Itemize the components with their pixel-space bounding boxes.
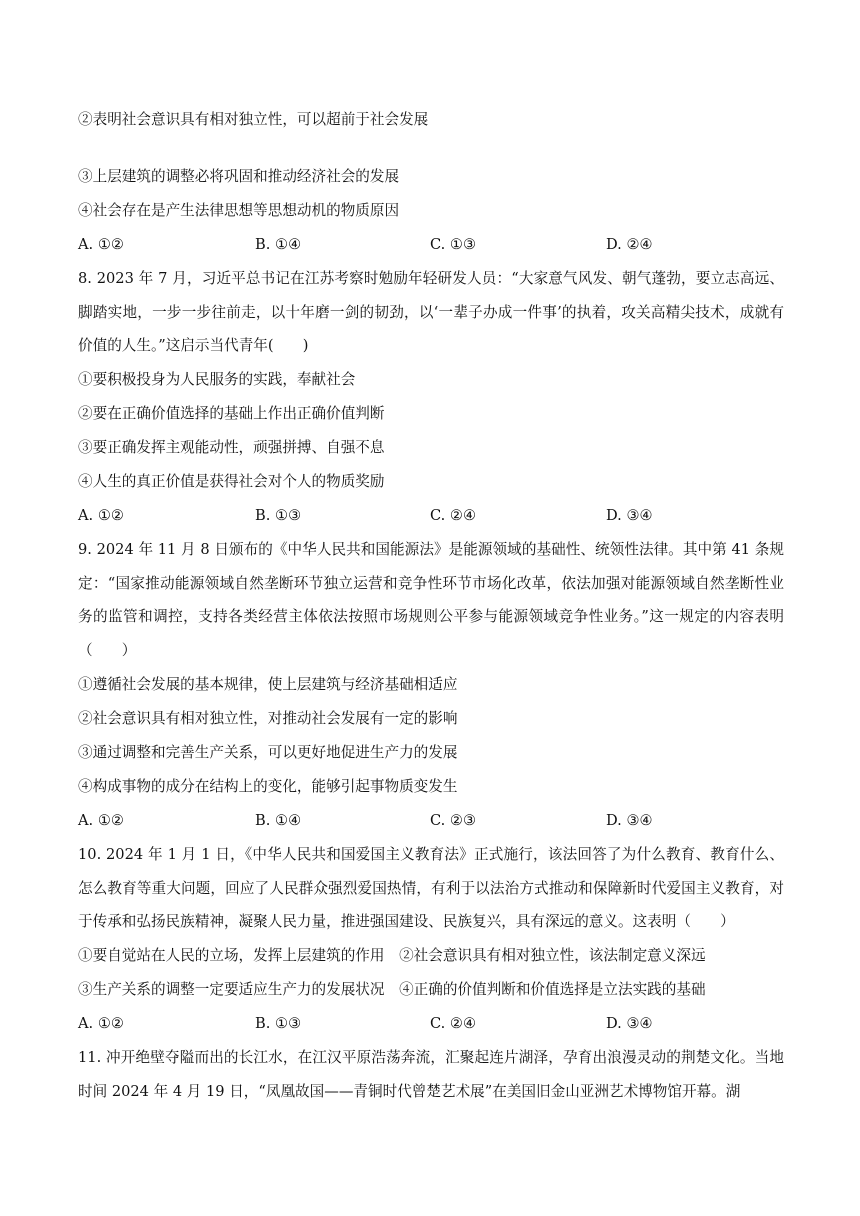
- q7-item-3: ③上层建筑的调整必将巩固和推动经济社会的发展: [78, 168, 400, 185]
- q8-item-1: ①要积极投身为人民服务的实践，奉献社会: [78, 371, 356, 388]
- q10-option-d: D. ③④: [606, 1015, 653, 1032]
- q7-item-2: ②表明社会意识具有相对独立性，可以超前于社会发展: [78, 111, 429, 128]
- q9-options: [78, 811, 798, 831]
- q9-item-2: ②社会意识具有相对独立性，对推动社会发展有一定的影响: [78, 710, 458, 727]
- q7-item-4: ④社会存在是产生法律思想等思想动机的物质原因: [78, 202, 400, 219]
- q7-option-a: A. ①②: [78, 236, 124, 253]
- q10-items-row-1: ①要自觉站在人民的立场，发挥上层建筑的作用 ②社会意识具有相对独立性，该法制定意义深远: [78, 947, 706, 964]
- q8-option-b: B. ①③: [255, 507, 302, 524]
- q9-stem: 9. 2024 年 11 月 8 日颁布的《中华人民共和国能源法》是能源领域的基础性、统领性法律。其中第 41 条规定：“国家推动能源领域自然垄断环节独立运营和竞争性环节市场化改革，依法加强对能源领域自然垄断性业务的监管和调控，支持各类经营主体依法按照市场规则公平参与能源领域竞争性业务。”这一规定的内容表明（ ）: [78, 541, 784, 659]
- q10-items-row-2: ③生产关系的调整一定要适应生产力的发展状况 ④正确的价值判断和价值选择是立法实践的基础: [78, 981, 706, 998]
- q9-option-d: D. ③④: [606, 812, 653, 829]
- q8-options: [78, 506, 798, 526]
- q7-option-c: C. ①③: [430, 236, 477, 253]
- q7-option-d: D. ②④: [606, 236, 653, 253]
- q10-option-b: B. ①③: [255, 1015, 302, 1032]
- q9-option-a: A. ①②: [78, 812, 124, 829]
- q10-option-c: C. ②④: [430, 1015, 477, 1032]
- q7-options: [78, 235, 798, 255]
- q7-option-b: B. ①④: [255, 236, 302, 253]
- q9-option-c: C. ②③: [430, 812, 477, 829]
- q11-stem: 11. 冲开绝壁夺隘而出的长江水，在江汉平原浩荡奔流，汇聚起连片湖泽，孕育出浪漫灵动的荆楚文化。当地时间 2024 年 4 月 19 日，“凤凰故国——青铜时代曾楚艺术展”在美国旧金山亚洲艺术博物馆开幕。湖: [78, 1049, 784, 1100]
- q10-option-a: A. ①②: [78, 1015, 124, 1032]
- q8-item-3: ③要正确发挥主观能动性，顽强拼搏、自强不息: [78, 439, 385, 456]
- q8-option-a: A. ①②: [78, 507, 124, 524]
- q8-item-4: ④人生的真正价值是获得社会对个人的物质奖励: [78, 473, 385, 490]
- q8-item-2: ②要在正确价值选择的基础上作出正确价值判断: [78, 405, 385, 422]
- q8-stem: 8. 2023 年 7 月，习近平总书记在江苏考察时勉励年轻研发人员：“大家意气风发、朝气蓬勃，要立志高远、脚踏实地，一步一步往前走，以十年磨一剑的韧劲，以‘一辈子办成一件事’的执着，攻关高精尖技术，成就有价值的人生。”这启示当代青年( ): [78, 270, 784, 354]
- q10-options: [78, 1014, 798, 1034]
- q8-option-c: C. ②④: [430, 507, 477, 524]
- q8-option-d: D. ③④: [606, 507, 653, 524]
- q9-option-b: B. ①④: [255, 812, 302, 829]
- q9-item-3: ③通过调整和完善生产关系，可以更好地促进生产力的发展: [78, 744, 458, 761]
- q9-item-1: ①遵循社会发展的基本规律，使上层建筑与经济基础相适应: [78, 676, 458, 693]
- q10-stem: 10. 2024 年 1 月 1 日，《中华人民共和国爱国主义教育法》正式施行，该法回答了为什么教育、教育什么、怎么教育等重大问题，回应了人民群众强烈爱国热情，有利于以法治方式推动和保障新时代爱国主义教育，对于传承和弘扬民族精神，凝聚人民力量，推进强国建设、民族复兴，具有深远的意义。这表明（ ）: [78, 846, 784, 930]
- q9-item-4: ④构成事物的成分在结构上的变化，能够引起事物质变发生: [78, 778, 458, 795]
